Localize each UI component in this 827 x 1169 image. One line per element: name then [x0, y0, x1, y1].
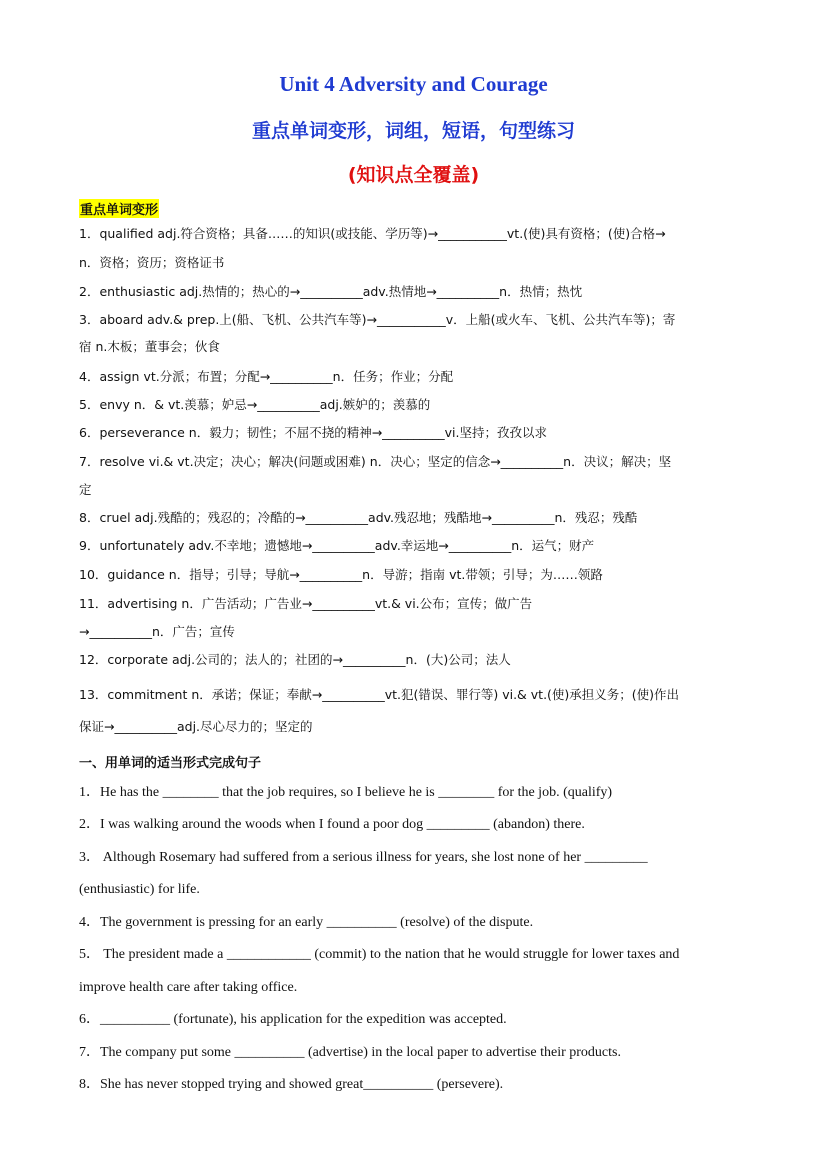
- exercise-line: 5． The president made a ____________ (commit) to the nation that he would struggle for lower taxes and: [79, 947, 680, 962]
- vocab-section-heading: 重点单词变形: [79, 199, 159, 218]
- unit-title: Unit 4 Adversity and Courage: [279, 72, 548, 96]
- vocab-line: 11．advertising n．广告活动；广告业→__________vt.& vi.公布；宣传；做广告: [79, 596, 533, 611]
- exercise-line: (enthusiastic) for life.: [79, 882, 200, 897]
- vocab-line: 8．cruel adj.残酷的；残忍的；冷酷的→__________adv.残忍地；残酷地→__________n．残忍；残酷: [79, 510, 638, 525]
- exercise-line: 7．The company put some __________ (advertise) in the local paper to advertise their products.: [79, 1045, 621, 1060]
- vocab-line: →__________n．广告；宣传: [79, 624, 235, 639]
- vocab-line: n．资格；资历；资格证书: [79, 255, 225, 270]
- exercise-line: 8．She has never stopped trying and showed great__________ (persevere).: [79, 1077, 504, 1092]
- vocab-line: 1．qualified adj.符合资格；具备……的知识(或技能、学历等)→___________vt.(使)具有资格；(使)合格→: [79, 226, 666, 241]
- exercise-line: 4．The government is pressing for an early __________ (resolve) of the dispute.: [79, 915, 534, 930]
- exercise-line: 3． Although Rosemary had suffered from a serious illness for years, she lost none of her _________: [79, 850, 648, 865]
- exercise-line: 1．He has the ________ that the job requires, so I believe he is ________ for the job. (qualify): [79, 785, 613, 800]
- exercise-line: 6．__________ (fortunate), his application for the expedition was accepted.: [79, 1012, 507, 1027]
- vocab-line: 6．perseverance n．毅力；韧性；不屈不挠的精神→__________vi.坚持；孜孜以求: [79, 425, 548, 440]
- vocab-line: 5．envy n．& vt.羡慕；妒忌→__________adj.嫉妒的；羡慕的: [79, 397, 431, 412]
- exercise-line: 2．I was walking around the woods when I found a poor dog _________ (abandon) there.: [79, 817, 585, 832]
- vocab-line: 7．resolve vi.& vt.决定；决心；解决(问题或困难) n．决心；坚定的信念→__________n．决议；解决；坚: [79, 454, 672, 469]
- vocab-line: 13．commitment n．承诺；保证；奉献→__________vt.犯(错误、罪行等) vi.& vt.(使)承担义务；(使)作出: [79, 687, 680, 702]
- page-subtitle: 重点单词变形，词组，短语，句型练习: [251, 120, 575, 142]
- vocab-line: 3．aboard adv.& prep.上(船、飞机、公共汽车等)→___________v．上船(或火车、飞机、公共汽车等)；寄: [79, 312, 676, 327]
- vocab-line: 2．enthusiastic adj.热情的；热心的→__________adv.热情地→__________n．热情；热忱: [79, 284, 583, 299]
- vocab-line: 宿 n.木板；董事会；伙食: [79, 339, 220, 354]
- exercise-section-heading: 一、用单词的适当形式完成句子: [79, 756, 262, 771]
- vocab-line: 定: [79, 482, 92, 497]
- vocab-line: 12．corporate adj.公司的；法人的；社团的→__________n．(大)公司；法人: [79, 652, 511, 667]
- vocab-line: 10．guidance n．指导；引导；导航→__________n．导游；指南 vt.带领；引导；为……领路: [79, 567, 603, 582]
- vocab-line: 4．assign vt.分派；布置；分配→__________n．任务；作业；分配: [79, 369, 454, 384]
- exercise-line: improve health care after taking office.: [79, 980, 298, 995]
- coverage-note: (知识点全覆盖): [347, 164, 480, 186]
- vocab-line: 保证→__________adj.尽心尽力的；坚定的: [79, 719, 313, 734]
- vocab-line: 9．unfortunately adv.不幸地；遗憾地→__________adv.幸运地→__________n．运气；财产: [79, 538, 595, 553]
